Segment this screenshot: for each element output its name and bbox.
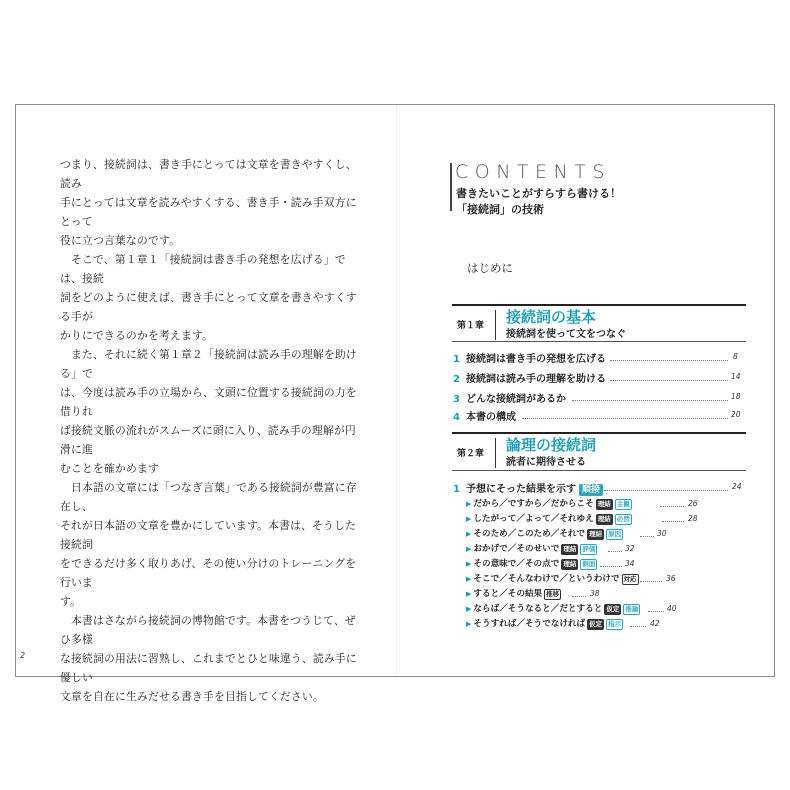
- sub-item-page: 42: [650, 619, 660, 628]
- item-title: どんな接続詞があるか: [466, 394, 566, 405]
- sub-item[interactable]: [466, 557, 597, 570]
- leader-dots: [648, 611, 664, 612]
- intro-entry: はじめに: [467, 261, 513, 275]
- text-line: ば接続文脈の流れがスムーズに頭に入り、読み手の理解が円滑に進: [60, 424, 356, 456]
- text-line: 文章を自在に生みだせる書き手を目指してください。: [60, 690, 324, 703]
- tag: 理結: [563, 545, 577, 553]
- sub-item-page: 32: [625, 544, 635, 553]
- tag: 対応: [623, 575, 637, 583]
- triangle-icon: ▶: [466, 500, 472, 508]
- chapter1-title: 接続詞の基本: [506, 308, 597, 326]
- text-line: 詞をどのように使えば、書き手にとって文章を書きやすくする手が: [60, 291, 357, 323]
- tag: 主観: [616, 500, 630, 508]
- text-line: す。: [60, 595, 82, 608]
- sub-item-text: そこで／そんなわけで／というわけで: [473, 574, 620, 584]
- toc-item[interactable]: [453, 390, 566, 405]
- sub-item-page: 40: [667, 604, 677, 613]
- tag: 原因: [608, 530, 622, 538]
- leader-dots: [522, 418, 728, 419]
- text-line: かりにできるのかを考えます。: [60, 329, 214, 342]
- sub-item-page: 38: [590, 589, 600, 598]
- chapter1-bottom-rule: [452, 341, 746, 342]
- item-number: 3: [453, 394, 460, 405]
- sub-item-text: だから／ですから／だからこそ: [473, 499, 594, 509]
- sub-item-text: したがって／よって／それゆえ: [473, 514, 594, 524]
- leader-dots: [640, 536, 654, 537]
- chapter1-separator: [495, 310, 496, 340]
- book-title: 「接続詞」の技術: [456, 203, 544, 216]
- leader-dots: [608, 551, 622, 552]
- triangle-icon: ▶: [466, 560, 472, 568]
- tag: 推移: [546, 590, 560, 598]
- triangle-icon: ▶: [466, 620, 472, 628]
- item-page: 8: [733, 352, 738, 361]
- contents-heading: CONTENTS: [455, 161, 611, 183]
- item-number: 2: [453, 374, 460, 385]
- chapter1-subtitle: 接続詞を使って文をつなぐ: [506, 329, 626, 340]
- text-line: また、それに続く第１章２「接続詞は読み手の理解を助ける」で: [60, 348, 357, 380]
- sub-item[interactable]: [466, 587, 561, 600]
- tag: 評価: [582, 545, 596, 553]
- toc-section[interactable]: [453, 480, 603, 496]
- sub-item[interactable]: [466, 617, 623, 630]
- triangle-icon: ▶: [466, 515, 472, 523]
- sub-item-page: 36: [666, 574, 676, 583]
- sub-item[interactable]: [466, 497, 632, 510]
- chapter2-subtitle: 読者に期待させる: [506, 457, 586, 468]
- text-line: つまり、接続詞は、書き手にとっては文章を書きやすくし、読み: [60, 158, 357, 190]
- sub-item-page: 26: [688, 499, 698, 508]
- toc-item[interactable]: [453, 370, 606, 385]
- contents-bar: [450, 163, 452, 211]
- chapter2-separator: [495, 438, 496, 468]
- toc-item[interactable]: [453, 350, 606, 365]
- sub-item-text: そうすれば／そうでなければ: [473, 619, 586, 629]
- leader-dots: [610, 380, 728, 381]
- tag: 側面: [582, 560, 596, 568]
- text-line: 本書はさながら接続詞の博物館です。本書をつうじて、ぜひ多様: [60, 614, 356, 646]
- text-line: 手にとっては文章を読みやすくする、書き手・読み手双方にとって: [60, 196, 357, 228]
- sub-item[interactable]: [466, 602, 640, 615]
- sub-item[interactable]: [466, 572, 639, 585]
- item-title: 接続詞は書き手の発想を広げる: [466, 354, 606, 365]
- tag: 理結: [597, 515, 611, 523]
- sub-item-text: その意味で／その点で: [473, 559, 560, 569]
- text-line: な接続詞の用法に習熟し、これまでとひと味違う、読み手に優しい: [60, 652, 357, 684]
- text-line: 日本語の文章には「つなぎ言葉」である接続詞が豊富に存在し、: [60, 481, 357, 513]
- item-title: 本書の構成: [466, 412, 516, 423]
- sub-item-text: ならば／そうなると／だとすると: [473, 604, 603, 614]
- tag: 仮定: [606, 605, 620, 613]
- text-line: は、今度は読み手の立場から、文頭に位置する接続詞の力を借りれ: [60, 386, 357, 418]
- text-line: 役に立つ言葉なのです。: [60, 234, 181, 247]
- sub-item-page: 34: [625, 559, 635, 568]
- book-spread: [15, 104, 775, 703]
- left-page-text: [60, 155, 360, 706]
- tag: 推論: [625, 605, 639, 613]
- leader-dots: [572, 596, 586, 597]
- chapter1-top-rule: [452, 304, 746, 306]
- tag: 理結: [563, 560, 577, 568]
- triangle-icon: ▶: [466, 530, 472, 538]
- leader-dots: [572, 400, 728, 401]
- triangle-icon: ▶: [466, 545, 472, 553]
- chapter2-label: 第２章: [457, 449, 485, 459]
- item-page: 14: [731, 372, 741, 381]
- leader-dots: [604, 490, 728, 491]
- section-number: 1: [453, 484, 460, 495]
- item-page: 18: [731, 392, 741, 401]
- tag: 理結: [597, 500, 611, 508]
- sub-item[interactable]: [466, 512, 632, 525]
- leader-dots: [660, 506, 684, 507]
- item-title: 接続詞は読み手の理解を助ける: [466, 374, 606, 385]
- toc-item[interactable]: [453, 408, 516, 423]
- section-page: 24: [732, 482, 742, 491]
- book-subtitle: 書きたいことがすらすら書ける！: [456, 187, 621, 200]
- chapter2-title: 論理の接続詞: [506, 436, 597, 454]
- triangle-icon: ▶: [466, 605, 472, 613]
- sub-item-page: 30: [657, 529, 667, 538]
- leader-dots: [600, 566, 622, 567]
- leader-dots: [640, 581, 662, 582]
- chapter2-bottom-rule: [452, 470, 746, 471]
- triangle-icon: ▶: [466, 575, 472, 583]
- chapter2-top-rule: [452, 432, 746, 434]
- leader-dots: [610, 360, 728, 361]
- sub-item-text: おかげで／そのせいで: [473, 544, 560, 554]
- sub-item-text: そのため／このため／それで: [473, 529, 586, 539]
- tag: 仮定: [589, 620, 603, 628]
- text-line: そこで、第１章１「接続詞は書き手の発想を広げる」では、接続: [60, 253, 346, 285]
- item-number: 1: [453, 354, 460, 365]
- sub-item[interactable]: [466, 542, 597, 555]
- tag: 指示: [608, 620, 622, 628]
- sub-item-page: 28: [688, 514, 698, 523]
- text-line: それが日本語の文章を豊かにしています。本書は、そうした接続詞: [60, 519, 357, 551]
- triangle-icon: ▶: [466, 590, 472, 598]
- gutter: [396, 105, 397, 676]
- leader-dots: [630, 626, 646, 627]
- chapter1-label: 第１章: [457, 321, 485, 331]
- tag: 必然: [616, 515, 630, 523]
- leader-dots: [662, 521, 684, 522]
- item-page: 20: [731, 410, 741, 419]
- sub-item[interactable]: [466, 527, 623, 540]
- tag: 理結: [589, 530, 603, 538]
- text-line: むことを確かめます: [60, 462, 159, 475]
- sub-item-text: すると／その結果: [473, 589, 543, 599]
- text-line: をできるだけ多く取りあげ、その使い分けのトレーニングを行いま: [60, 557, 357, 589]
- item-number: 4: [453, 412, 460, 423]
- section-title: 予想にそった結果を示す: [466, 484, 576, 495]
- section-badge: 順接: [579, 484, 603, 496]
- page-number: 2: [20, 651, 26, 660]
